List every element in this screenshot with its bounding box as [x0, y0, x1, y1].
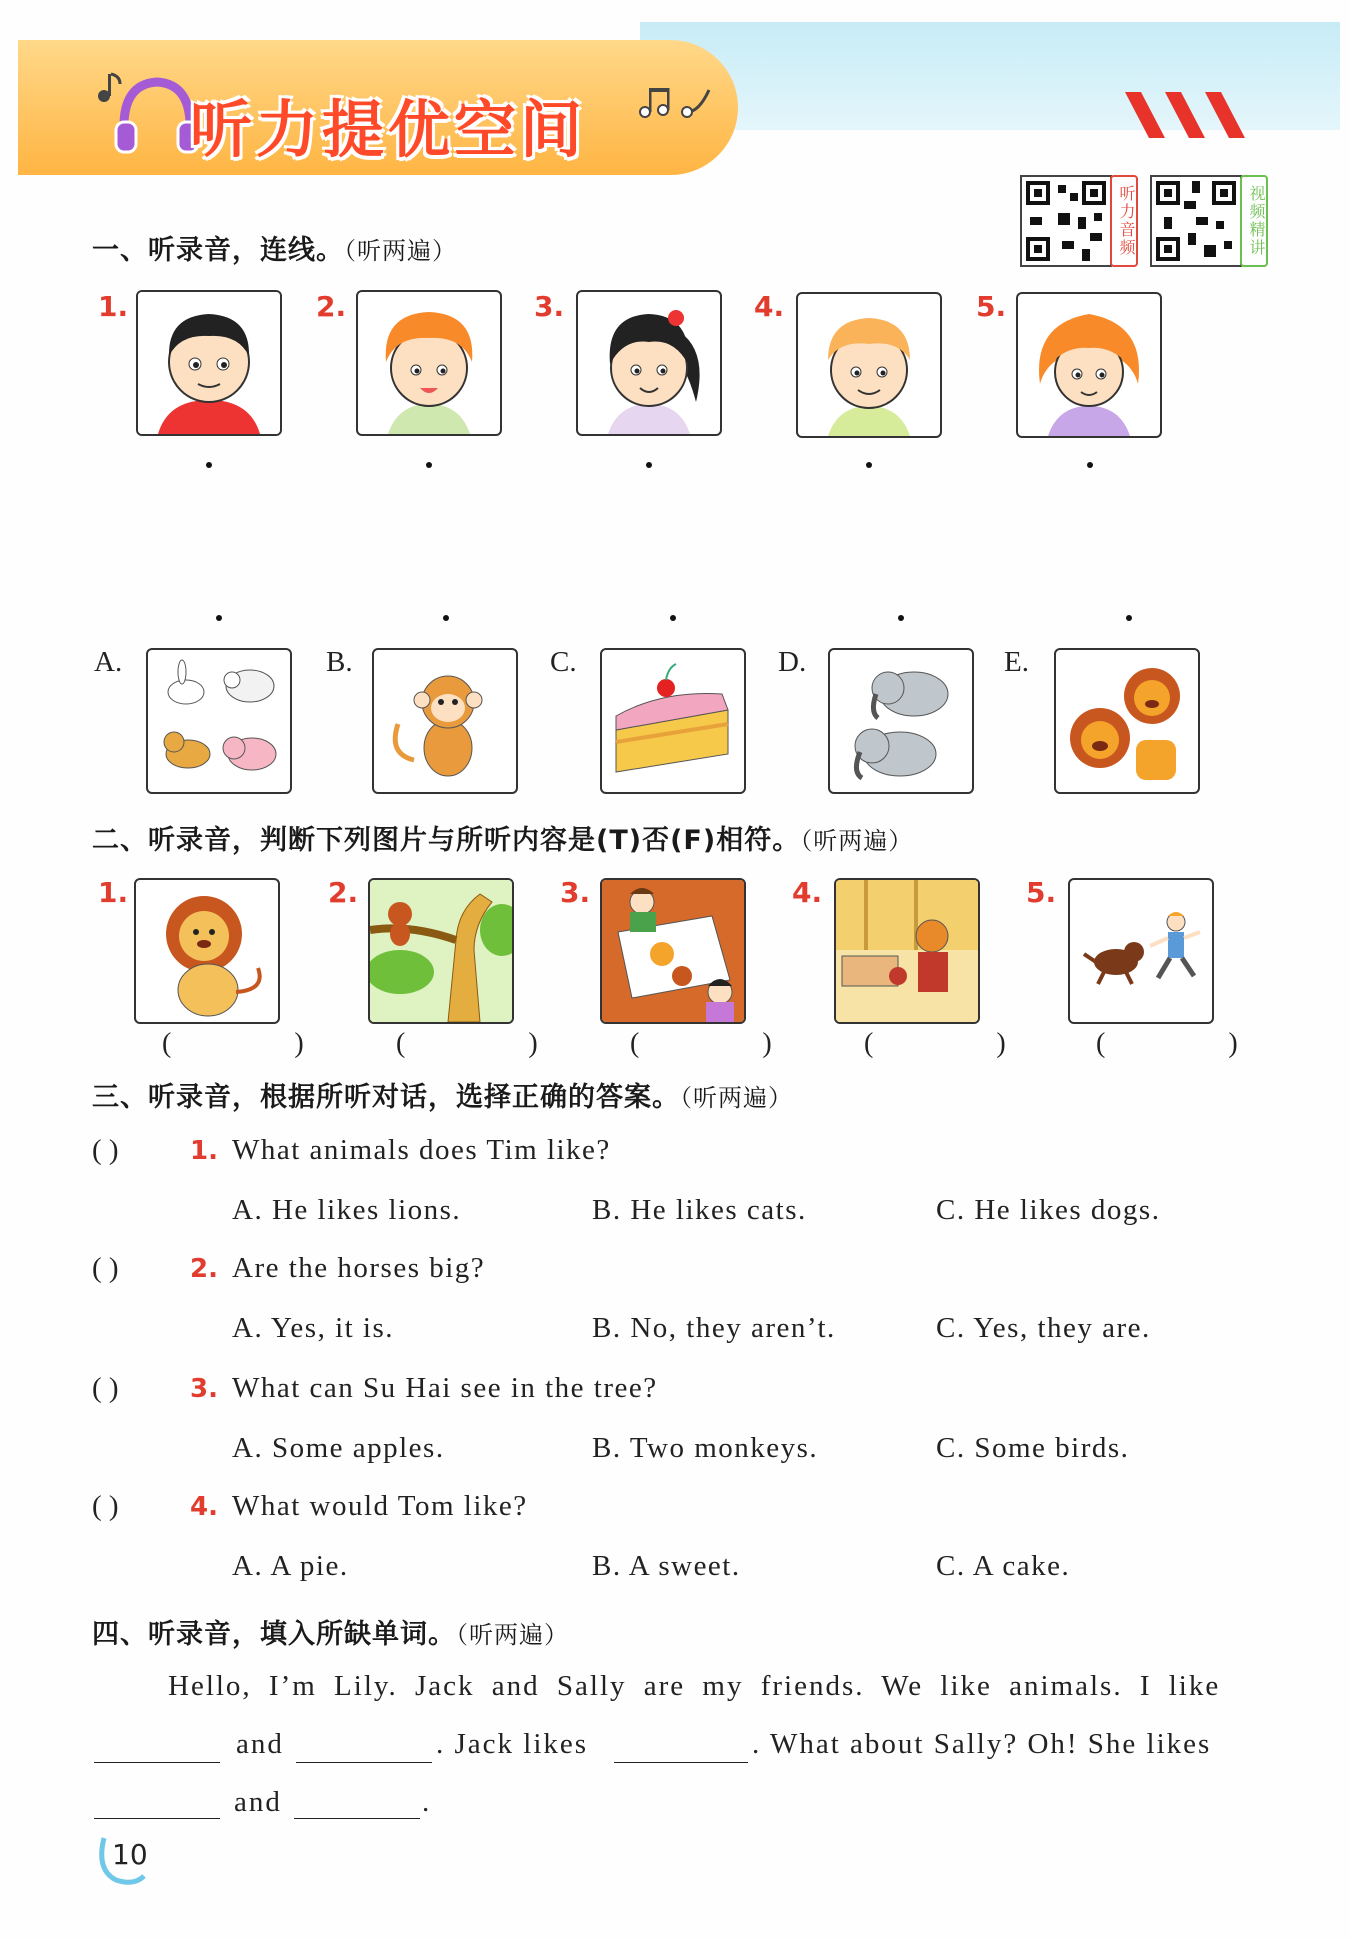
item-number: 3.	[534, 290, 565, 323]
passage-word: and	[234, 1786, 282, 1818]
item-number: 2.	[316, 290, 347, 323]
picture-farm-animals	[146, 648, 292, 794]
answer-parentheses[interactable]: ( )	[92, 1252, 119, 1284]
option-c[interactable]: C. He likes dogs.	[936, 1194, 1161, 1226]
item-number: 3.	[560, 876, 591, 909]
option-c[interactable]: C. Yes, they are.	[936, 1312, 1151, 1344]
option-a[interactable]: A. Some apples.	[232, 1432, 445, 1464]
question-number: 2.	[190, 1254, 218, 1284]
match-dot[interactable]	[670, 615, 676, 621]
passage-word: .	[422, 1786, 432, 1818]
picture-boy-blond	[796, 292, 942, 438]
picture-cat-at-bakery	[834, 878, 980, 1024]
qr-code-audio[interactable]	[1020, 175, 1112, 267]
passage-word: . What about Sally? Oh! She likes	[752, 1728, 1212, 1760]
qr-code-video[interactable]	[1150, 175, 1242, 267]
answer-parentheses[interactable]: ( )	[1096, 1028, 1296, 1059]
answer-parentheses[interactable]: ( )	[92, 1372, 119, 1404]
picture-boy-orange-hair	[356, 290, 502, 436]
music-note-icon	[96, 70, 122, 104]
question-text: What animals does Tim like?	[232, 1134, 611, 1166]
section-4-title: 四、听录音，填入所缺单词。（听两遍）	[92, 1619, 569, 1650]
qr-pattern-icon	[1152, 177, 1240, 265]
option-letter: E.	[1004, 646, 1029, 678]
answer-parentheses[interactable]: ( )	[630, 1028, 830, 1059]
passage-word: and	[236, 1728, 284, 1760]
option-a[interactable]: A. Yes, it is.	[232, 1312, 395, 1344]
question-number: 1.	[190, 1136, 218, 1166]
blank-3[interactable]	[614, 1762, 748, 1763]
question-text: Are the horses big?	[232, 1252, 486, 1284]
match-dot[interactable]	[1087, 462, 1093, 468]
option-a[interactable]: A. A pie.	[232, 1550, 349, 1582]
question-number: 4.	[190, 1492, 218, 1522]
option-letter: B.	[326, 646, 353, 678]
page-number: 10	[112, 1838, 148, 1871]
answer-parentheses[interactable]: ( )	[92, 1134, 119, 1166]
blank-5[interactable]	[294, 1818, 420, 1819]
item-number: 1.	[98, 290, 129, 323]
qr-audio-label: 听力音频	[1110, 175, 1138, 267]
picture-monkey-in-tree	[368, 878, 514, 1024]
picture-lions	[1054, 648, 1200, 794]
option-b[interactable]: B. He likes cats.	[592, 1194, 807, 1226]
match-dot[interactable]	[206, 462, 212, 468]
option-b[interactable]: B. Two monkeys.	[592, 1432, 819, 1464]
question-number: 3.	[190, 1374, 218, 1404]
match-dot[interactable]	[1126, 615, 1132, 621]
passage-word: . Jack likes	[436, 1728, 589, 1760]
item-number: 1.	[98, 876, 129, 909]
picture-dog-chasing-boy	[1068, 878, 1214, 1024]
blank-1[interactable]	[94, 1762, 220, 1763]
page-title: 听力提优空间	[190, 93, 587, 166]
option-c[interactable]: C. A cake.	[936, 1550, 1071, 1582]
question-text: What can Su Hai see in the tree?	[232, 1372, 658, 1404]
decorative-stripes	[1125, 92, 1255, 142]
section-3-title: 三、听录音，根据所听对话，选择正确的答案。（听两遍）	[92, 1082, 793, 1113]
picture-monkey	[372, 648, 518, 794]
answer-parentheses[interactable]: ( )	[92, 1490, 119, 1522]
section-2-title: 二、听录音，判断下列图片与所听内容是(T)否(F)相符。（听两遍）	[92, 825, 914, 856]
picture-elephants	[828, 648, 974, 794]
item-number: 4.	[754, 290, 785, 323]
option-b[interactable]: B. A sweet.	[592, 1550, 741, 1582]
question-text: What would Tom like?	[232, 1490, 528, 1522]
picture-boy-black-hair	[136, 290, 282, 436]
picture-cake	[600, 648, 746, 794]
option-b[interactable]: B. No, they aren’t.	[592, 1312, 836, 1344]
section-1-title: 一、听录音，连线。（听两遍）	[92, 235, 457, 266]
item-number: 5.	[976, 290, 1007, 323]
answer-parentheses[interactable]: ( )	[396, 1028, 596, 1059]
passage-line-1: Hello, I’m Lily. Jack and Sally are my friends. We like animals. I like	[168, 1670, 1221, 1702]
item-number: 5.	[1026, 876, 1057, 909]
match-dot[interactable]	[646, 462, 652, 468]
option-letter: C.	[550, 646, 577, 678]
picture-lion	[134, 878, 280, 1024]
picture-kids-drawing	[600, 878, 746, 1024]
headphone-icon	[112, 72, 202, 162]
qr-video-label: 视频精讲	[1240, 175, 1268, 267]
item-number: 4.	[792, 876, 823, 909]
qr-pattern-icon	[1022, 177, 1110, 265]
match-dot[interactable]	[426, 462, 432, 468]
picture-girl-orange-hair	[1016, 292, 1162, 438]
answer-parentheses[interactable]: ( )	[162, 1028, 362, 1059]
match-dot[interactable]	[216, 615, 222, 621]
blank-2[interactable]	[296, 1762, 432, 1763]
option-letter: D.	[778, 646, 807, 678]
match-dot[interactable]	[866, 462, 872, 468]
match-dot[interactable]	[443, 615, 449, 621]
match-dot[interactable]	[898, 615, 904, 621]
option-c[interactable]: C. Some birds.	[936, 1432, 1130, 1464]
blank-4[interactable]	[94, 1818, 220, 1819]
option-letter: A.	[94, 646, 123, 678]
picture-girl-ponytail	[576, 290, 722, 436]
item-number: 2.	[328, 876, 359, 909]
music-notes-icon	[635, 82, 715, 122]
option-a[interactable]: A. He likes lions.	[232, 1194, 462, 1226]
answer-parentheses[interactable]: ( )	[864, 1028, 1064, 1059]
